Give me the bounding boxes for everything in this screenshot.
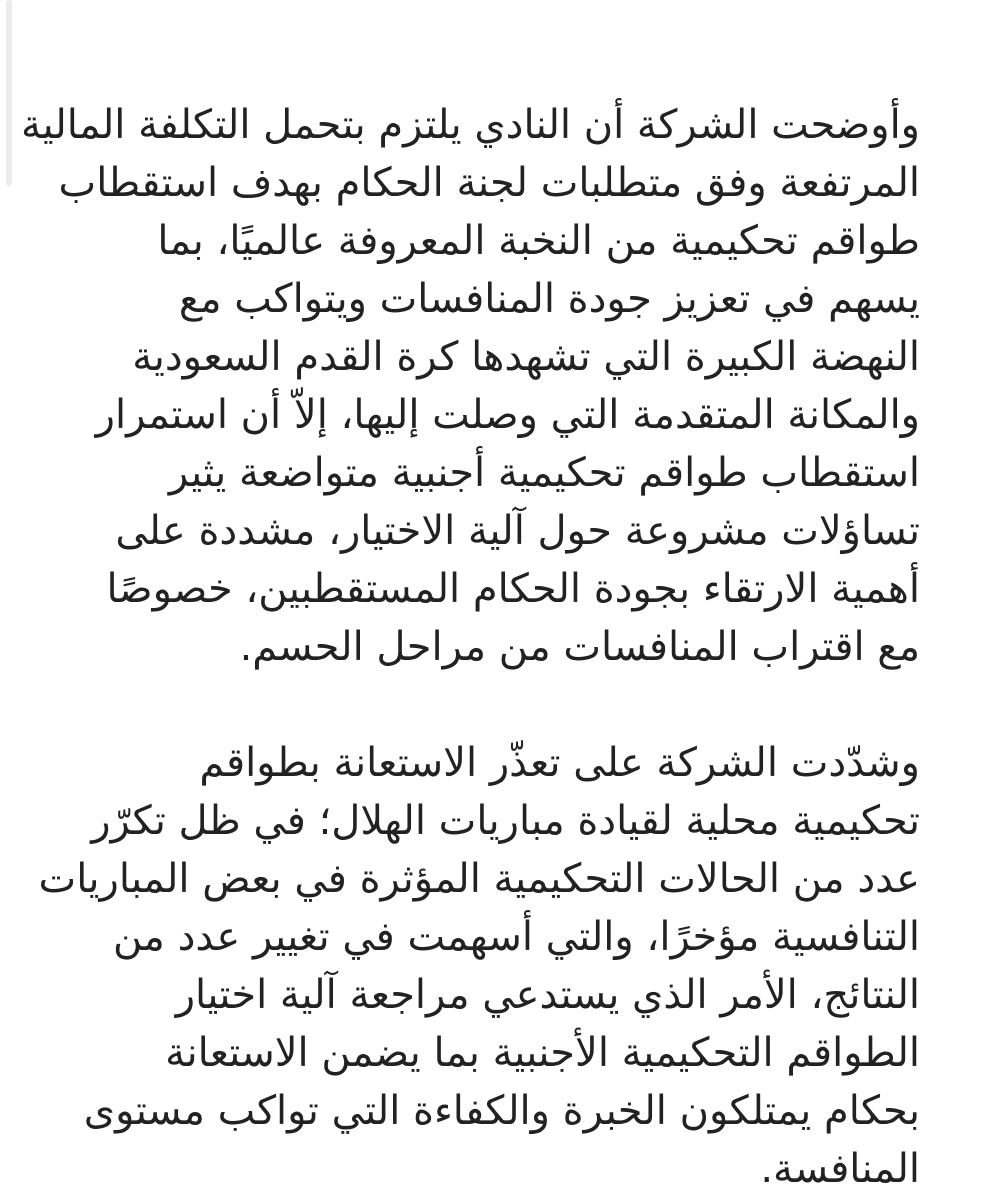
paragraph-line: تساؤلات مشروعة حول آلية الاختيار، مشددة على bbox=[115, 508, 920, 554]
paragraph-line: والمكانة المتقدمة التي وصلت إليها، إلاّ أن استمرار bbox=[95, 392, 920, 438]
paragraph-line: النهضة الكبيرة التي تشهدها كرة القدم السعودية bbox=[132, 334, 920, 380]
paragraph-line: طواقم تحكيمية من النخبة المعروفة عالميًا، بما bbox=[157, 218, 920, 264]
paragraph-line: أهمية الارتقاء بجودة الحكام المستقطبين، خصوصًا bbox=[106, 566, 920, 612]
paragraph-line: وأوضحت الشركة أن النادي يلتزم بتحمل التكلفة المالية bbox=[21, 102, 920, 148]
paragraph-line: وشدّدت الشركة على تعذّر الاستعانة بطواقم bbox=[199, 740, 920, 786]
article-body bbox=[21, 96, 920, 1198]
paragraph-line: المرتفعة وفق متطلبات لجنة الحكام بهدف استقطاب bbox=[58, 160, 920, 206]
paragraph-1 bbox=[21, 96, 920, 676]
paragraph-line: التنافسية مؤخرًا، والتي أسهمت في تغيير عدد من bbox=[112, 914, 920, 960]
paragraph-line: استقطاب طواقم تحكيمية أجنبية متواضعة يثير bbox=[168, 450, 920, 496]
paragraph-line: المنافسة. bbox=[760, 1146, 920, 1192]
paragraph-line: عدد من الحالات التحكيمية المؤثرة في بعض المباريات bbox=[38, 856, 920, 902]
paragraph-line: الطواقم التحكيمية الأجنبية بما يضمن الاستعانة bbox=[165, 1030, 920, 1076]
paragraph-line: يسهم في تعزيز جودة المنافسات ويتواكب مع bbox=[178, 276, 920, 322]
paragraph-line: تحكيمية محلية لقيادة مباريات الهلال؛ في ظل تكرّر bbox=[91, 798, 920, 844]
paragraph-line: النتائج، الأمر الذي يستدعي مراجعة آلية اختيار bbox=[175, 972, 920, 1018]
scroll-indicator[interactable] bbox=[6, 0, 12, 186]
paragraph-2 bbox=[38, 734, 920, 1198]
paragraph-line: بحكام يمتلكون الخبرة والكفاءة التي تواكب مستوى bbox=[83, 1088, 920, 1134]
paragraph-line: مع اقتراب المنافسات من مراحل الحسم. bbox=[239, 624, 920, 670]
